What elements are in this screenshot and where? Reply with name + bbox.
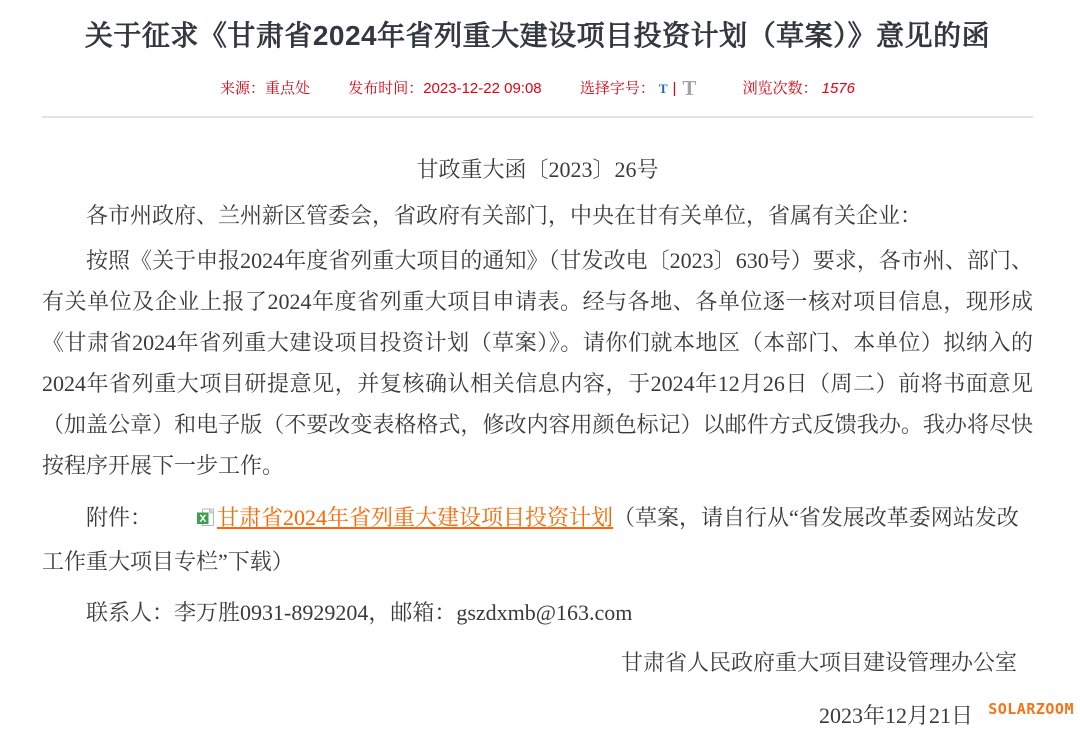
document-body [42, 149, 1033, 736]
font-size-label: 选择字号： [579, 80, 655, 97]
attachment-note: （草案，请自行从“省发展改革委网站发改工作重大项目专栏”下载） [42, 505, 1019, 574]
article-meta-bar [42, 76, 1033, 101]
meta-font-size-chooser [580, 76, 705, 101]
excel-file-icon [152, 500, 216, 541]
date-line: 2023年12月21日 [818, 703, 973, 728]
meta-source [220, 77, 310, 98]
body-paragraph: 按照《关于申报2024年度省列重大项目的通知》（甘发改电〔2023〕630号）要求，各市州、部门、有关单位及企业上报了2024年度省列重大项目申请表。经与各地、各单位逐一核对项目信息，现形成《甘肃省2024年省列重大建设项目投资计划（草案）》。请你们就本地区（本部门、本单位）拟纳入的2024年省列重大项目研提意见，并复核确认相关信息内容，于2024年12月26日（周二）前将书面意见（加盖公章）和电子版（不要改变表格格式，修改内容用颜色标记）以邮件方式反馈我办。我办将尽快按程序开展下一步工作。 [42, 248, 1033, 478]
source-value: 重点处 [265, 80, 311, 97]
meta-views [743, 77, 855, 98]
views-label: 浏览次数： [742, 80, 818, 97]
publish-time-label: 发布时间： [348, 80, 424, 97]
issuer-line: 甘肃省人民政府重大项目建设管理办公室 [620, 650, 1017, 675]
publish-time-value: 2023-12-22 09:08 [423, 80, 542, 97]
views-value: 1576 [821, 80, 855, 97]
solarzoom-watermark: SOLARZOOM [988, 700, 1074, 718]
font-size-small-button[interactable]: T [658, 81, 668, 96]
attachment-line [42, 497, 1033, 582]
doc-number: 甘政重大函〔2023〕26号 [416, 157, 659, 182]
meta-publish-time [348, 77, 541, 98]
source-label: 来源： [220, 80, 266, 97]
attachment-label: 附件： [86, 505, 153, 530]
attachment-link[interactable]: 甘肃省2024年省列重大建设项目投资计划 [217, 505, 614, 530]
salutation-line: 各市州政府、兰州新区管委会，省政府有关部门，中央在甘有关单位，省属有关企业： [86, 203, 923, 228]
header-divider [42, 116, 1033, 118]
font-size-separator: | [672, 80, 677, 97]
font-size-large-button[interactable]: T [682, 76, 697, 100]
contact-line: 联系人：李万胜0931-8929204，邮箱：gszdxmb@163.com [86, 600, 633, 625]
page-title: 关于征求《甘肃省2024年省列重大建设项目投资计划（草案）》意见的函 [84, 20, 991, 51]
